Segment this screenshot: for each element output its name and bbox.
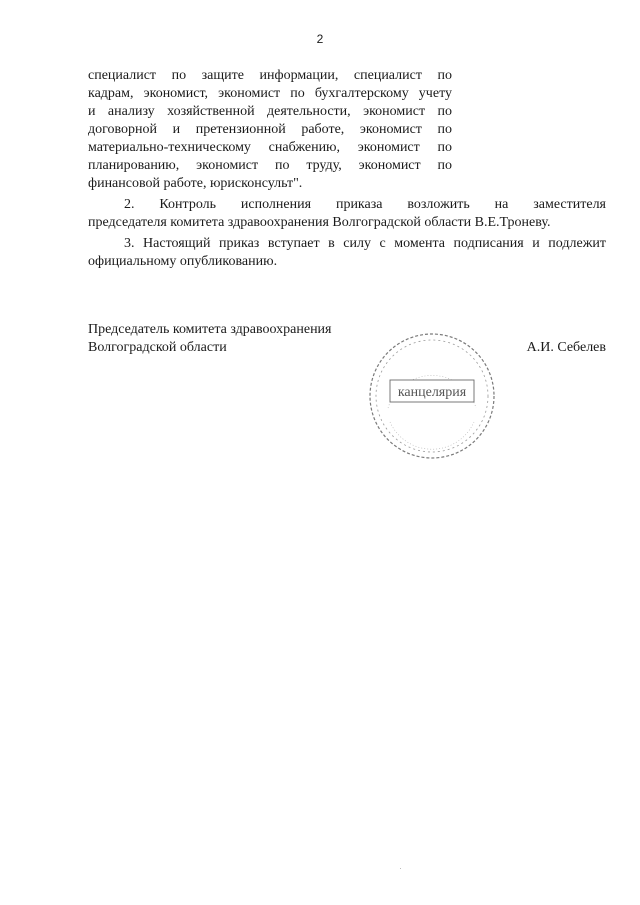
list-line: финансовой работе, юрисконсульт". [88, 176, 303, 191]
scan-speck [400, 868, 401, 869]
clause-3 [88, 235, 606, 271]
list-line: кадрам, экономист, экономист по бухгалтерскому учету [88, 86, 452, 101]
signatory-name: А.И. Себелев [526, 340, 606, 355]
signatory-title-line-1: Председатель комитета здравоохранения [88, 322, 332, 337]
office-stamp [366, 330, 498, 462]
list-line: специалист по защите информации, специалист по [88, 68, 452, 83]
clause-3-line-2: официальному опубликованию. [88, 254, 278, 269]
list-line: договорной и претензионной работе, экономист по [88, 122, 452, 137]
job-list-continuation [88, 67, 452, 193]
stamp-arc-text-lower [390, 422, 474, 449]
signature-block [88, 321, 606, 357]
clause-2-line-2: председателя комитета здравоохранения Волгоградской области В.Е.Троневу. [88, 215, 551, 230]
stamp-center-text: канцелярия [397, 385, 467, 400]
clause-2-line-1: 2. Контроль исполнения приказа возложить на заместителя [124, 197, 606, 212]
list-line: и анализу хозяйственной деятельности, экономист по [88, 104, 452, 119]
signatory-title-line-2: Волгоградской области [88, 340, 227, 355]
clause-3-line-1: 3. Настоящий приказ вступает в силу с момента подписания и подлежит [124, 236, 606, 251]
list-line: планированию, экономист по труду, экономист по [88, 158, 452, 173]
clause-2 [88, 196, 606, 232]
list-line: материально-техническому снабжению, экономист по [88, 140, 452, 155]
page-number: 2 [316, 32, 324, 46]
